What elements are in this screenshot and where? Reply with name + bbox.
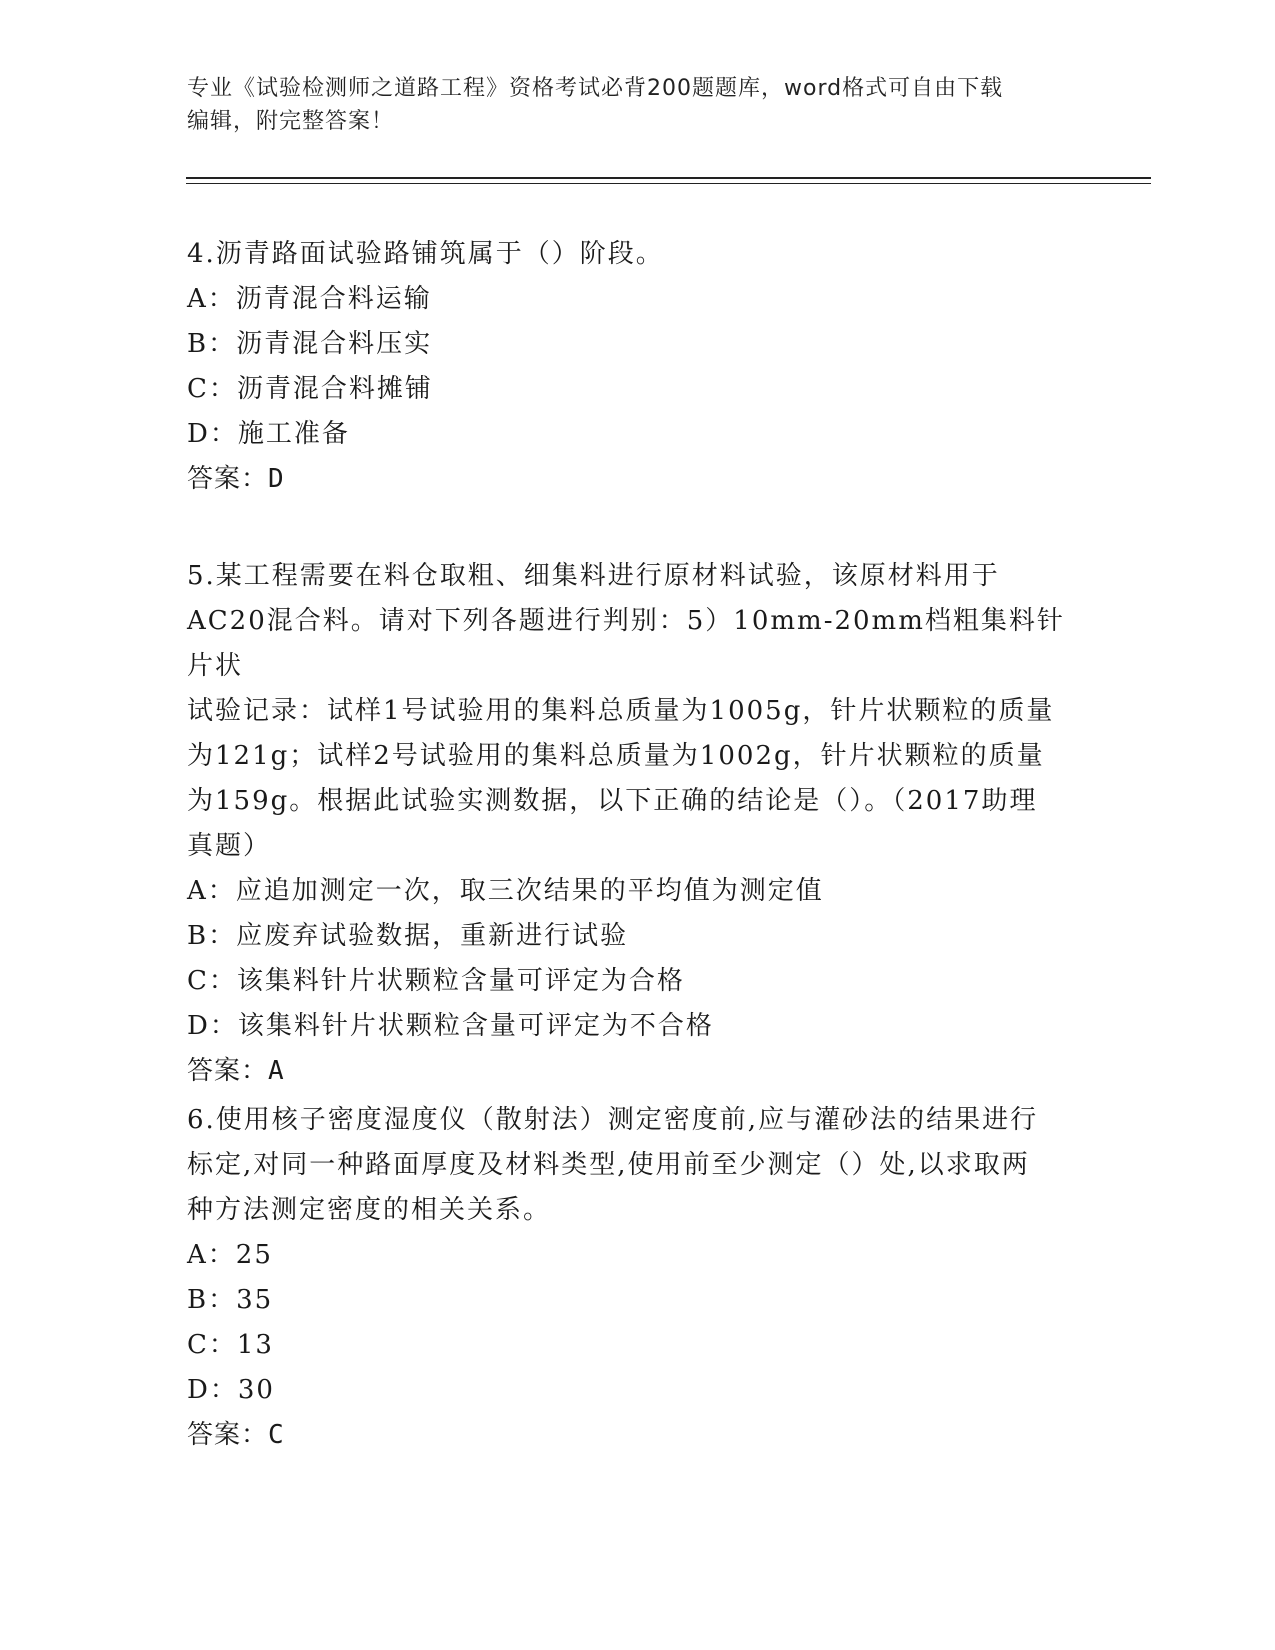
question-stem-line-1: 5.某工程需要在料仓取粗、细集料进行原材料试验，该原材料用于 — [187, 561, 1000, 591]
option-b: B：应废弃试验数据，重新进行试验 — [187, 921, 629, 951]
question-stem-line-3: 种方法测定密度的相关关系。 — [187, 1195, 552, 1225]
question-6 — [187, 1098, 1087, 1458]
document-header — [187, 72, 1067, 138]
question-stem-line-1: 6.使用核子密度湿度仪（散射法）测定密度前,应与灌砂法的结果进行 — [187, 1105, 1039, 1135]
option-d: D：30 — [187, 1375, 275, 1405]
answer-label: 答案： — [187, 1420, 269, 1450]
question-stem-line-6: 真题） — [187, 831, 272, 861]
question-stem-line-5: 为159g。根据此试验实测数据，以下正确的结论是（）。（2017助理 — [187, 786, 1038, 816]
option-c: C：该集料针片状颗粒含量可评定为合格 — [187, 966, 685, 996]
option-a: A：25 — [187, 1240, 273, 1270]
option-a: A：应追加测定一次，取三次结果的平均值为测定值 — [187, 876, 824, 906]
option-c: C：沥青混合料摊铺 — [187, 374, 433, 404]
option-a: A：沥青混合料运输 — [187, 284, 432, 314]
option-b: B：沥青混合料压实 — [187, 329, 433, 359]
question-stem-line-2: AC20混合料。请对下列各题进行判别：5）10mm-20mm档粗集料针片状 — [187, 606, 1065, 681]
answer-line — [187, 1049, 1087, 1094]
answer-line — [187, 1413, 1087, 1458]
answer-line — [187, 457, 1087, 502]
header-line-2: 编辑，附完整答案！ — [187, 109, 395, 134]
question-stem: 4.沥青路面试验路铺筑属于（）阶段。 — [187, 239, 664, 269]
answer-value: D — [268, 464, 285, 494]
header-line-1: 专业《试验检测师之道路工程》资格考试必背200题题库，word格式可自由下载 — [187, 76, 1004, 101]
option-c: C：13 — [187, 1330, 274, 1360]
option-b: B：35 — [187, 1285, 274, 1315]
option-d: D：施工准备 — [187, 419, 350, 449]
question-stem-line-4: 为121g；试样2号试验用的集料总质量为1002g，针片状颗粒的质量 — [187, 741, 1045, 771]
option-d: D：该集料针片状颗粒含量可评定为不合格 — [187, 1011, 714, 1041]
question-stem-line-2: 标定,对同一种路面厚度及材料类型,使用前至少测定（）处,以求取两 — [187, 1150, 1030, 1180]
answer-value: C — [268, 1420, 285, 1450]
header-divider — [186, 177, 1151, 184]
answer-value: A — [268, 1056, 285, 1086]
question-4 — [187, 232, 1087, 502]
answer-label: 答案： — [187, 1056, 269, 1086]
answer-label: 答案： — [187, 464, 269, 494]
question-5 — [187, 554, 1087, 1094]
question-stem-line-3: 试验记录：试样1号试验用的集料总质量为1005g，针片状颗粒的质量 — [187, 696, 1055, 726]
